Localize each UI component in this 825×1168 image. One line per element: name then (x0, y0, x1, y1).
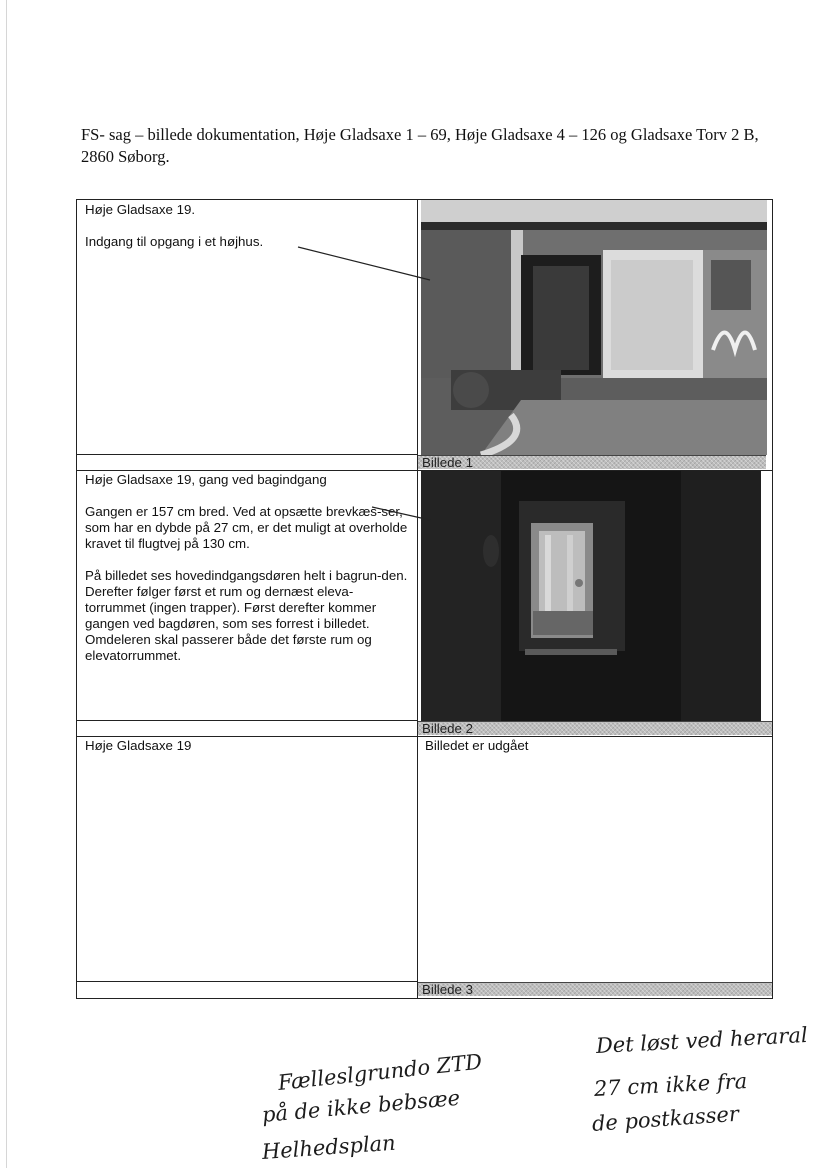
handwritten-note-left-line-2: på de ikke bebsæe (260, 1085, 462, 1127)
handwritten-note-right-line-3: de postkasser (591, 1101, 740, 1136)
handwritten-note-right-line-2: 27 cm ikke fra (593, 1068, 748, 1101)
handwritten-note-left-line-3: Helhedsplan (261, 1130, 397, 1164)
row-1-paragraph-1: Indgang til opgang i et højhus. (85, 234, 264, 249)
document-heading: FS- sag – billede dokumentation, Høje Gladsaxe 1 – 69, Høje Gladsaxe 4 – 126 og Gladsaxe Torv 2 B, 2860 Søborg. (81, 125, 759, 166)
handwritten-note-left-line-1: Fælleslgrundo ZTD (276, 1049, 484, 1095)
photo-2-caption-label: Billede 2 (422, 721, 474, 736)
row-1-title: Høje Gladsaxe 19. (85, 202, 196, 217)
row-2-title: Høje Gladsaxe 19, gang ved bagindgang (85, 472, 327, 487)
photo-3-removed-note: Billedet er udgået (425, 738, 529, 753)
photo-1-caption-label: Billede 1 (422, 455, 474, 470)
row-2-paragraph-1: Gangen er 157 cm bred. Ved at opsætte brevkæs-ser, som har en dybde på 27 cm, er det muligt at overholde kravet til flugtvej på 130 cm. (85, 504, 408, 551)
photo-3-caption-label: Billede 3 (422, 982, 474, 997)
handwritten-note-right-line-1: Det løst ved heraral (595, 1022, 809, 1058)
row-2-paragraph-2: På billedet ses hovedindgangsdøren helt i bagrun-den. Derefter følger først et rum og dernæst eleva-torrummet (ingen trapper). Først derefter kommer gangen ved bagdøren, som ses forrest i billedet. Omdeleren skal passerer både det første rum og elevatorrummet. (85, 568, 408, 663)
row-3-title: Høje Gladsaxe 19 (85, 738, 192, 753)
